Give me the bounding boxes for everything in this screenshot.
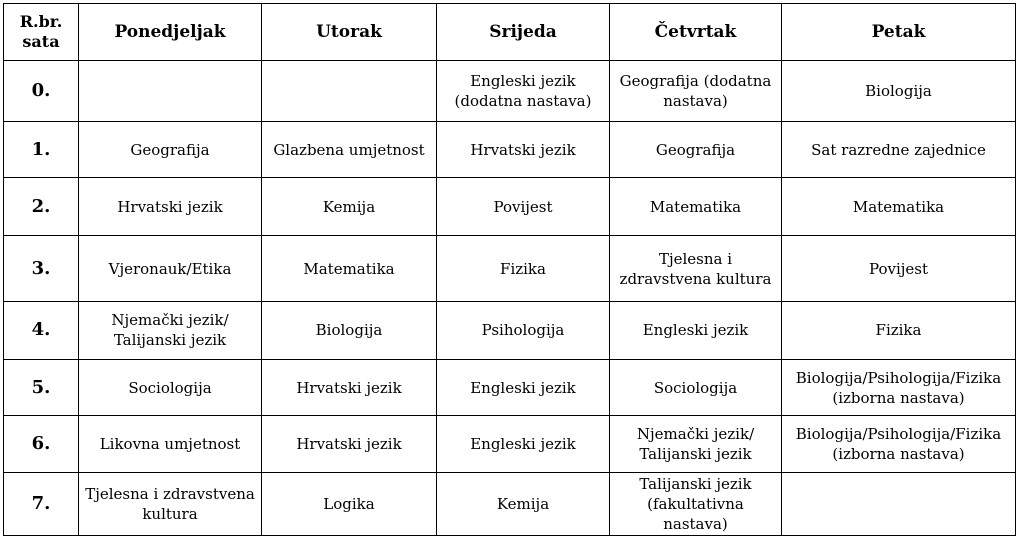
timetable (3, 3, 1016, 536)
lesson-cell: Likovna umjetnost (79, 416, 262, 473)
period-number: 7. (4, 473, 79, 536)
period-number: 3. (4, 236, 79, 302)
header-period-line1: R.br. (19, 12, 63, 31)
lesson-cell: Njemački jezik/ Talijanski jezik (610, 416, 782, 473)
period-number: 2. (4, 178, 79, 236)
header-day: Petak (782, 4, 1016, 61)
lesson-cell: Biologija/Psihologija/Fizika (izborna nastava) (782, 416, 1016, 473)
lesson-cell: Matematika (262, 236, 437, 302)
lesson-cell: Fizika (782, 302, 1016, 360)
lesson-cell: Talijanski jezik (fakultativna nastava) (610, 473, 782, 536)
header-row (4, 4, 1016, 61)
lesson-cell: Tjelesna i zdravstvena kultura (79, 473, 262, 536)
table-row (4, 473, 1016, 536)
period-number: 4. (4, 302, 79, 360)
period-number: 5. (4, 359, 79, 416)
header-period (4, 4, 79, 61)
lesson-cell: Sociologija (79, 359, 262, 416)
header-day: Četvrtak (610, 4, 782, 61)
table-row (4, 359, 1016, 416)
table-row (4, 121, 1016, 178)
lesson-cell: Hrvatski jezik (79, 178, 262, 236)
lesson-cell: Logika (262, 473, 437, 536)
lesson-cell: Fizika (437, 236, 610, 302)
lesson-cell: Psihologija (437, 302, 610, 360)
lesson-cell: Hrvatski jezik (262, 359, 437, 416)
lesson-cell: Engleski jezik (dodatna nastava) (437, 61, 610, 122)
lesson-cell: Geografija (610, 121, 782, 178)
table-row (4, 61, 1016, 122)
lesson-cell: Sociologija (610, 359, 782, 416)
header-period-line2: sata (22, 32, 60, 51)
period-number: 1. (4, 121, 79, 178)
lesson-cell: Hrvatski jezik (262, 416, 437, 473)
lesson-cell: Matematika (782, 178, 1016, 236)
lesson-cell: Tjelesna i zdravstvena kultura (610, 236, 782, 302)
header-day: Ponedjeljak (79, 4, 262, 61)
lesson-cell: Biologija (782, 61, 1016, 122)
lesson-cell: Kemija (437, 473, 610, 536)
lesson-cell: Biologija (262, 302, 437, 360)
lesson-cell: Vjeronauk/Etika (79, 236, 262, 302)
lesson-cell: Biologija/Psihologija/Fizika (izborna nastava) (782, 359, 1016, 416)
table-row (4, 302, 1016, 360)
lesson-cell: Engleski jezik (437, 416, 610, 473)
lesson-cell: Matematika (610, 178, 782, 236)
table-row (4, 236, 1016, 302)
header-day: Srijeda (437, 4, 610, 61)
lesson-cell: Povijest (782, 236, 1016, 302)
lesson-cell: Engleski jezik (610, 302, 782, 360)
lesson-cell: Povijest (437, 178, 610, 236)
period-number: 0. (4, 61, 79, 122)
lesson-cell: Glazbena umjetnost (262, 121, 437, 178)
header-day: Utorak (262, 4, 437, 61)
table-row (4, 178, 1016, 236)
lesson-cell: Engleski jezik (437, 359, 610, 416)
lesson-cell: Geografija (dodatna nastava) (610, 61, 782, 122)
table-row (4, 416, 1016, 473)
lesson-cell (79, 61, 262, 122)
period-number: 6. (4, 416, 79, 473)
lesson-cell: Kemija (262, 178, 437, 236)
lesson-cell: Geografija (79, 121, 262, 178)
lesson-cell: Hrvatski jezik (437, 121, 610, 178)
lesson-cell (262, 61, 437, 122)
lesson-cell: Njemački jezik/ Talijanski jezik (79, 302, 262, 360)
lesson-cell: Sat razredne zajednice (782, 121, 1016, 178)
lesson-cell (782, 473, 1016, 536)
